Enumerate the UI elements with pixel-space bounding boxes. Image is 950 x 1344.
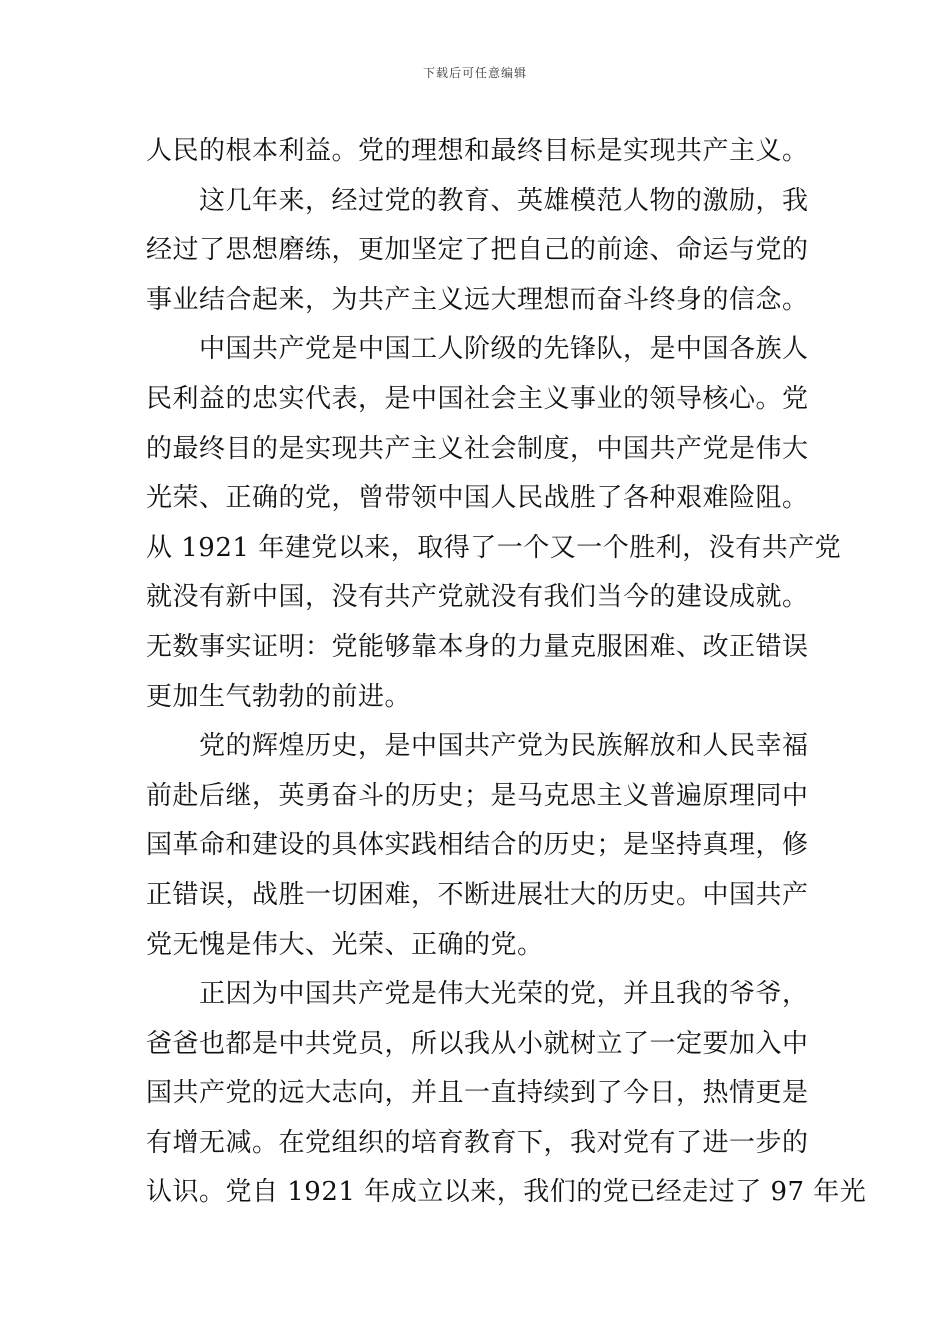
text-line: 的最终目的是实现共产主义社会制度，中国共产党是伟大	[146, 433, 809, 464]
text-line: 正因为中国共产党是伟大光荣的党，并且我的爷爷，	[199, 979, 809, 1010]
text-line: 国共产党的远大志向，并且一直持续到了今日，热情更是	[146, 1078, 809, 1109]
page-header: 下载后可任意编辑	[422, 66, 527, 80]
text-line: 认识。党自 1921 年成立以来，我们的党已经走过了 97 年光	[146, 1177, 867, 1208]
text-line: 更加生气勃勃的前进。	[146, 681, 412, 712]
text-line: 无数事实证明：党能够靠本身的力量克服困难、改正错误	[146, 631, 809, 662]
text-line: 正错误，战胜一切困难，不断进展壮大的历史。中国共产	[146, 879, 809, 910]
text-line: 前赴后继，英勇奋斗的历史；是马克思主义普遍原理同中	[146, 780, 809, 811]
document-body	[146, 127, 867, 1218]
text-line: 党的辉煌历史，是中国共产党为民族解放和人民幸福	[199, 731, 809, 762]
text-line: 国革命和建设的具体实践相结合的历史；是坚持真理，修	[146, 830, 809, 861]
text-line: 人民的根本利益。党的理想和最终目标是实现共产主义。	[146, 136, 809, 166]
text-line: 中国共产党是中国工人阶级的先锋队，是中国各族人	[199, 334, 809, 365]
text-line: 光荣、正确的党，曾带领中国人民战胜了各种艰难险阻。	[146, 483, 809, 514]
text-line: 民利益的忠实代表，是中国社会主义事业的领导核心。党	[146, 383, 809, 414]
text-line: 爸爸也都是中共党员，所以我从小就树立了一定要加入中	[146, 1028, 809, 1059]
text-line: 党无愧是伟大、光荣、正确的党。	[146, 929, 544, 960]
text-line: 有增无减。在党组织的培育教育下，我对党有了进一步的	[146, 1127, 809, 1158]
text-line: 就没有新中国，没有共产党就没有我们当今的建设成就。	[146, 582, 809, 613]
text-line: 这几年来，经过党的教育、英雄模范人物的激励，我	[199, 185, 809, 216]
text-line: 从 1921 年建党以来，取得了一个又一个胜利，没有共产党	[146, 532, 842, 563]
text-line: 经过了思想磨练，更加坚定了把自己的前途、命运与党的	[146, 235, 809, 266]
text-line: 事业结合起来，为共产主义远大理想而奋斗终身的信念。	[146, 284, 809, 315]
